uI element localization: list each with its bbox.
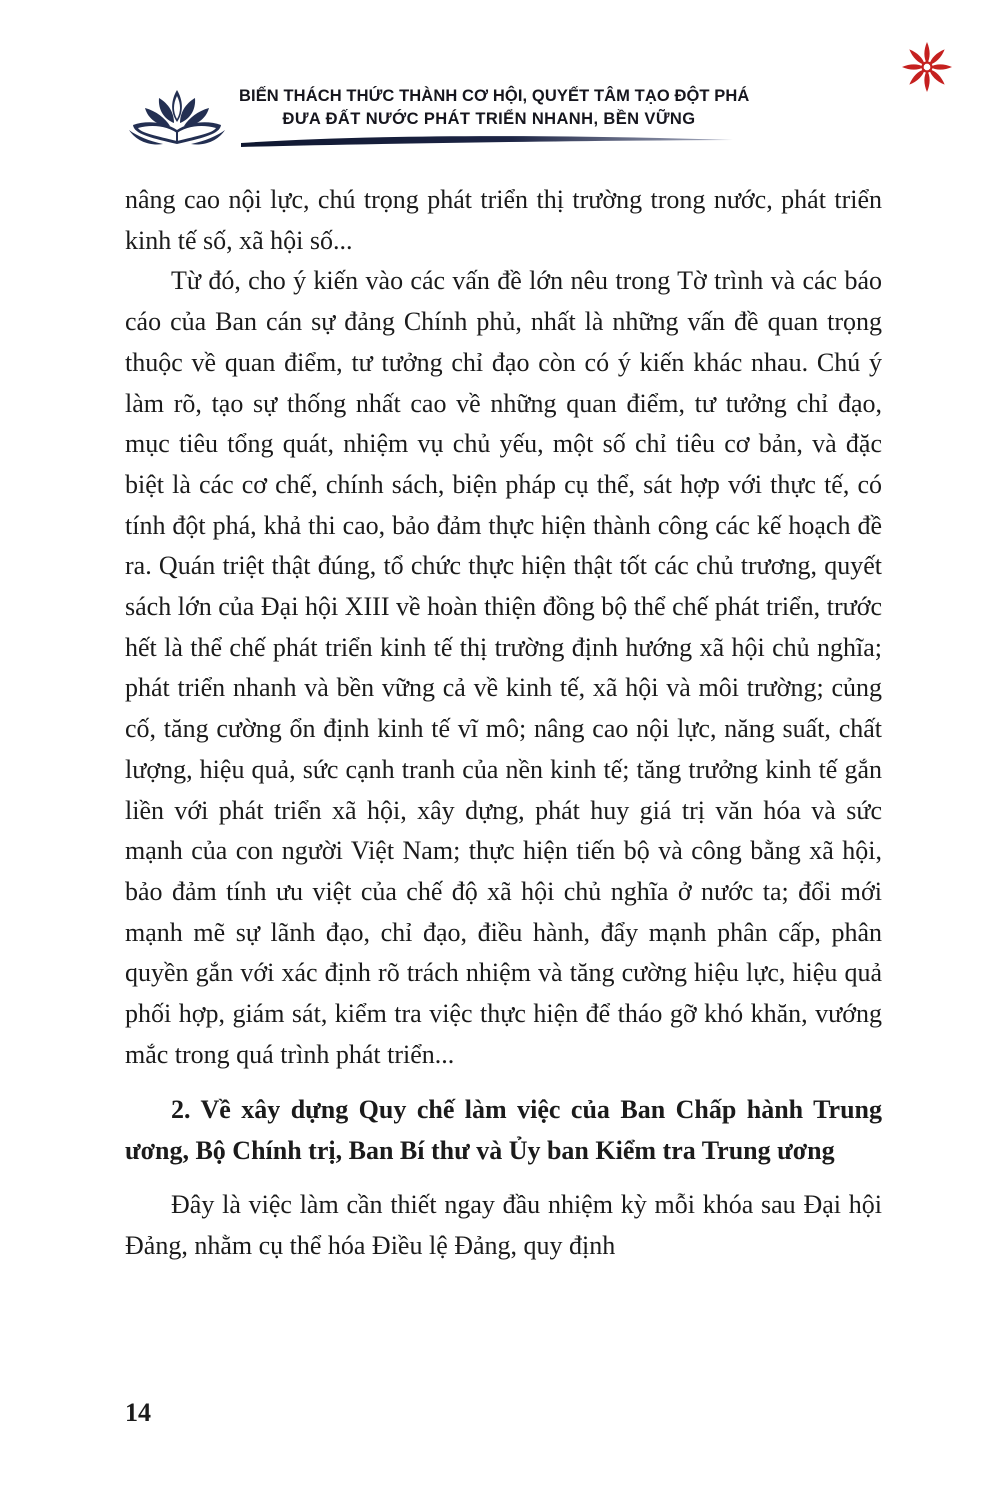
page-header <box>125 84 765 156</box>
paragraph-last: Đây là việc làm cần thiết ngay đầu nhiệm kỳ mỗi khóa sau Đại hội Đảng, nhằm cụ thể hóa Điều lệ Đảng, quy định <box>125 1189 882 1260</box>
header-underline-swoosh <box>239 134 735 148</box>
paragraph-continuation: nâng cao nội lực, chú trọng phát triển thị trường trong nước, phát triển kinh tế số, xã hội số... <box>125 185 882 255</box>
lotus-book-logo-icon <box>125 86 229 156</box>
header-title-line2: ĐƯA ĐẤT NƯỚC PHÁT TRIỂN NHANH, BỀN VỮNG <box>282 110 696 128</box>
header-title-block <box>239 84 750 148</box>
red-emblem-icon <box>900 40 954 94</box>
page-number: 14 <box>125 1398 151 1427</box>
header-title-line1: BIẾN THÁCH THỨC THÀNH CƠ HỘI, QUYẾT TÂM TẠO ĐỘT PHÁ <box>239 87 750 105</box>
paragraph-main: Từ đó, cho ý kiến vào các vấn đề lớn nêu trong Tờ trình và các báo cáo của Ban cán sự đảng Chính phủ, nhất là những vấn đề quan trọng thuộc về quan điểm, tư tưởng chỉ đạo còn có ý kiến khác nhau. Chú ý làm rõ, tạo sự thống nhất cao về những quan điểm, tư tưởng chỉ đạo, mục tiêu tổng quát, nhiệm vụ chủ yếu, một số chỉ tiêu cơ bản, và đặc biệt là các cơ chế, chính sách, biện pháp cụ thể, sát hợp với thực tế, có tính đột phá, khả thi cao, bảo đảm thực hiện thành công các kế hoạch đề ra. Quán triệt thật đúng, tổ chức thực hiện thật tốt các chủ trương, quyết sách lớn của Đại hội XIII về hoàn thiện đồng bộ thể chế phát triển, trước hết là thể chế phát triển kinh tế thị trường định hướng xã hội chủ nghĩa; phát triển nhanh và bền vững cả về kinh tế, xã hội và môi trường; củng cố, tăng cường ổn định kinh tế vĩ mô; nâng cao nội lực, năng suất, chất lượng, hiệu quả, sức cạnh tranh của nền kinh tế; tăng trưởng kinh tế gắn liền với phát triển xã hội, xây dựng, phát huy giá trị văn hóa và sức mạnh của con người Việt Nam; thực hiện tiến bộ và công bằng xã hội, bảo đảm tính ưu việt của chế độ xã hội chủ nghĩa ở nước ta; đổi mới mạnh mẽ sự lãnh đạo, chỉ đạo, điều hành, đẩy mạnh phân cấp, phân quyền gắn với xác định rõ trách nhiệm và tăng cường hiệu lực, hiệu quả phối hợp, giám sát, kiểm tra việc thực hiện để tháo gỡ khó khăn, vướng mắc trong quá trình phát triển... <box>125 266 882 1069</box>
page-body <box>125 180 882 1266</box>
section-heading: 2. Về xây dựng Quy chế làm việc của Ban Chấp hành Trung ương, Bộ Chính trị, Ban Bí thư và Ủy ban Kiểm tra Trung ương <box>125 1095 882 1166</box>
